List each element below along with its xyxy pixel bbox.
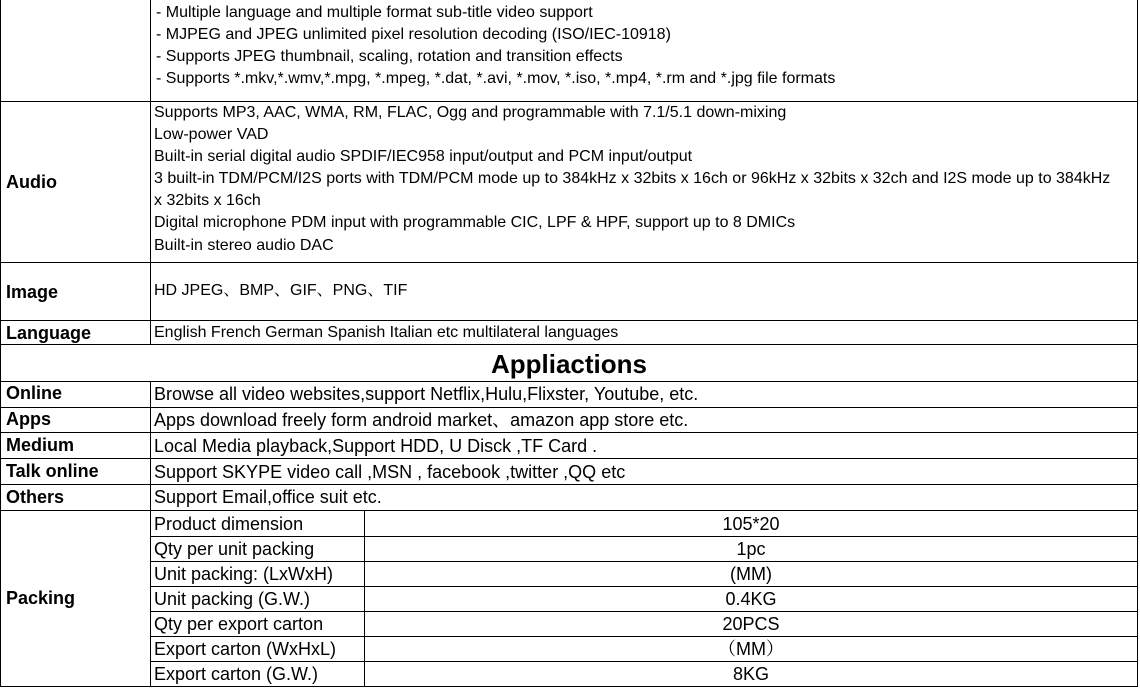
grid-line: [0, 484, 1138, 485]
packing-row-name: Qty per unit packing: [154, 539, 315, 559]
audio-line: Low-power VAD: [154, 126, 269, 143]
grid-line: [0, 686, 1138, 687]
image-formats: HD JPEG、BMP、GIF、PNG、TIF: [154, 282, 408, 299]
grid-line: [150, 586, 1138, 587]
grid-line: [0, 458, 1138, 459]
packing-row-name: Unit packing (G.W.): [154, 589, 311, 609]
talk-online-label: Talk online: [6, 461, 99, 481]
grid-line: [0, 381, 1138, 382]
grid-line: [150, 561, 1138, 562]
grid-line: [0, 262, 1138, 263]
packing-row-value: （MM）: [718, 639, 784, 659]
medium-value: Local Media playback,Support HDD, U Disck ,TF Card .: [154, 436, 598, 456]
apps-value: Apps download freely form android market、amazon app store etc.: [154, 410, 689, 430]
grid-line: [0, 407, 1138, 408]
grid-line: [150, 636, 1138, 637]
packing-row-value: 1pc: [736, 539, 766, 559]
packing-row-value: 8KG: [732, 664, 770, 684]
others-label: Others: [6, 487, 65, 507]
packing-row-name: Unit packing: (LxWxH): [154, 564, 334, 584]
packing-row-name: Export carton (G.W.): [154, 664, 319, 684]
packing-row-value: (MM): [730, 564, 772, 584]
online-value: Browse all video websites,support Netflix,Hulu,Flixster, Youtube, etc.: [154, 384, 699, 404]
grid-line: [0, 344, 1138, 345]
grid-line: [150, 536, 1138, 537]
grid-line: [150, 661, 1138, 662]
packing-row-value: 0.4KG: [725, 589, 777, 609]
audio-line: x 32bits x 16ch: [154, 192, 261, 209]
video-feature-line: - MJPEG and JPEG unlimited pixel resolution decoding (ISO/IEC-10918): [156, 26, 671, 43]
online-label: Online: [6, 383, 63, 403]
video-feature-line: - Supports *.mkv,*.wmv,*.mpg, *.mpeg, *.dat, *.avi, *.mov, *.iso, *.mp4, *.rm and *.jpg file formats: [156, 70, 836, 87]
audio-line: Built-in serial digital audio SPDIF/IEC958 input/output and PCM input/output: [154, 148, 693, 165]
applications-heading: Appliactions: [490, 349, 647, 379]
packing-row-name: Product dimension: [154, 514, 304, 534]
language-label: Language: [6, 323, 92, 343]
grid-line: [0, 432, 1138, 433]
grid-line: [150, 0, 151, 345]
packing-row-name: Export carton (WxHxL): [154, 639, 337, 659]
others-value: Support Email,office suit etc.: [154, 487, 382, 507]
video-feature-line: - Supports JPEG thumbnail, scaling, rotation and transition effects: [156, 48, 623, 65]
packing-row-value: 20PCS: [722, 614, 780, 634]
video-feature-line: - Multiple language and multiple format sub-title video support: [156, 4, 593, 21]
language-value: English French German Spanish Italian etc multilateral languages: [154, 324, 619, 341]
audio-line: Built-in stereo audio DAC: [154, 237, 334, 254]
grid-line: [0, 510, 1138, 511]
apps-label: Apps: [6, 409, 51, 429]
packing-row-value: 105*20: [722, 514, 780, 534]
audio-line: 3 built-in TDM/PCM/I2S ports with TDM/PCM mode up to 384kHz x 32bits x 16ch or 96kHz x 32bits x 32ch and I2S mode up to 384kHz: [154, 170, 1111, 187]
audio-label: Audio: [6, 172, 57, 192]
packing-label: Packing: [6, 588, 76, 608]
grid-line: [0, 320, 1138, 321]
image-label: Image: [6, 282, 59, 302]
packing-row-name: Qty per export carton: [154, 614, 324, 634]
grid-line: [150, 381, 151, 687]
medium-label: Medium: [6, 435, 75, 455]
grid-line: [150, 611, 1138, 612]
audio-line: Supports MP3, AAC, WMA, RM, FLAC, Ogg and programmable with 7.1/5.1 down-mixing: [154, 104, 787, 121]
grid-line: [0, 0, 1, 687]
talk-online-value: Support SKYPE video call ,MSN , facebook ,twitter ,QQ etc: [154, 462, 626, 482]
audio-line: Digital microphone PDM input with programmable CIC, LPF & HPF, support up to 8 DMICs: [154, 214, 796, 231]
grid-line: [1137, 0, 1138, 687]
